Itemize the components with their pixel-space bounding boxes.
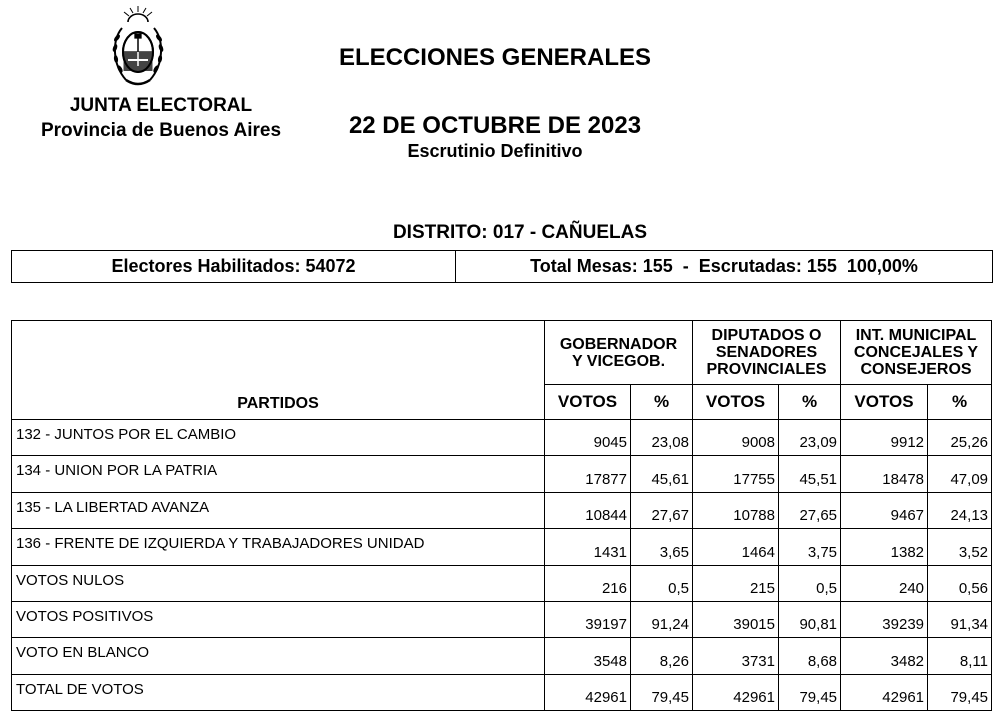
- gob-votes: 9045: [545, 420, 631, 456]
- group-header-line: CONSEJEROS: [860, 361, 972, 378]
- dip-votes: 42961: [693, 674, 779, 710]
- gob-votes: 17877: [545, 456, 631, 492]
- dip-votes: 1464: [693, 529, 779, 565]
- page-title: ELECCIONES GENERALES: [338, 44, 652, 71]
- dip-pct: 45,51: [779, 456, 841, 492]
- group-header-line: PROVINCIALES: [706, 361, 827, 378]
- dip-pct: 3,75: [779, 529, 841, 565]
- dip-votes: 3731: [693, 638, 779, 674]
- party-name: 136 - FRENTE DE IZQUIERDA Y TRABAJADORES UNIDAD: [12, 529, 545, 565]
- summary-box: [11, 250, 993, 283]
- table-row: [12, 492, 992, 528]
- gob-pct: 27,67: [631, 492, 693, 528]
- gob-votes: 1431: [545, 529, 631, 565]
- org-name: JUNTA ELECTORAL: [69, 95, 253, 116]
- table-row: [12, 601, 992, 637]
- party-name: VOTOS POSITIVOS: [12, 601, 545, 637]
- gob-pct: 0,5: [631, 565, 693, 601]
- group-header-line: Y VICEGOB.: [571, 352, 666, 370]
- dip-votes: 9008: [693, 420, 779, 456]
- group-header-line: INT. MUNICIPAL: [855, 327, 977, 344]
- dip-pct: 23,09: [779, 420, 841, 456]
- gob-pct: 91,24: [631, 601, 693, 637]
- party-name: TOTAL DE VOTOS: [12, 674, 545, 710]
- parties-header: PARTIDOS: [12, 321, 545, 420]
- mun-pct: 0,56: [928, 565, 992, 601]
- gob-pct: 45,61: [631, 456, 693, 492]
- pct-header: %: [928, 385, 992, 420]
- gob-votes: 216: [545, 565, 631, 601]
- votes-header: VOTOS: [841, 385, 928, 420]
- table-row: [12, 529, 992, 565]
- votes-header: VOTOS: [545, 385, 631, 420]
- mun-votes: 9912: [841, 420, 928, 456]
- gob-pct: 3,65: [631, 529, 693, 565]
- mun-votes: 1382: [841, 529, 928, 565]
- party-name: VOTO EN BLANCO: [12, 638, 545, 674]
- dip-pct: 90,81: [779, 601, 841, 637]
- dip-pct: 8,68: [779, 638, 841, 674]
- gob-votes: 3548: [545, 638, 631, 674]
- pct-header: %: [631, 385, 693, 420]
- gob-votes: 42961: [545, 674, 631, 710]
- mun-pct: 47,09: [928, 456, 992, 492]
- party-name: 134 - UNION POR LA PATRIA: [12, 456, 545, 492]
- org-province: Provincia de Buenos Aires: [40, 120, 282, 141]
- group-header-gobernador: [545, 321, 693, 385]
- dip-votes: 10788: [693, 492, 779, 528]
- table-row: [12, 420, 992, 456]
- mun-pct: 91,34: [928, 601, 992, 637]
- district-label: DISTRITO: 017 - CAÑUELAS: [392, 222, 648, 243]
- dip-votes: 39015: [693, 601, 779, 637]
- party-name: 132 - JUNTOS POR EL CAMBIO: [12, 420, 545, 456]
- party-name: VOTOS NULOS: [12, 565, 545, 601]
- votes-header: VOTOS: [693, 385, 779, 420]
- table-row: [12, 456, 992, 492]
- group-header-line: SENADORES: [715, 344, 818, 361]
- mesas-summary: Total Mesas: 155 - Escrutadas: 155 100,00%: [530, 256, 918, 276]
- electors-count: Electores Habilitados: 54072: [12, 251, 456, 282]
- table-row: [12, 638, 992, 674]
- gob-votes: 39197: [545, 601, 631, 637]
- dip-pct: 27,65: [779, 492, 841, 528]
- gob-pct: 8,26: [631, 638, 693, 674]
- mun-votes: 9467: [841, 492, 928, 528]
- mun-votes: 240: [841, 565, 928, 601]
- dip-pct: 0,5: [779, 565, 841, 601]
- group-header-diputados: [693, 321, 841, 385]
- mun-votes: 42961: [841, 674, 928, 710]
- pct-header: %: [779, 385, 841, 420]
- election-date: 22 DE OCTUBRE DE 2023: [348, 112, 642, 139]
- group-header-line: DIPUTADOS O: [711, 327, 822, 344]
- dip-pct: 79,45: [779, 674, 841, 710]
- mun-votes: 3482: [841, 638, 928, 674]
- group-header-municipal: [841, 321, 992, 385]
- group-header-line: GOBERNADOR: [559, 335, 678, 353]
- party-name: 135 - LA LIBERTAD AVANZA: [12, 492, 545, 528]
- dip-votes: 17755: [693, 456, 779, 492]
- group-header-line: CONCEJALES Y: [853, 344, 979, 361]
- mun-pct: 24,13: [928, 492, 992, 528]
- mun-pct: 25,26: [928, 420, 992, 456]
- mun-pct: 79,45: [928, 674, 992, 710]
- gob-votes: 10844: [545, 492, 631, 528]
- argentine-coat-of-arms-icon: [104, 4, 172, 92]
- gob-pct: 23,08: [631, 420, 693, 456]
- results-table: [11, 320, 992, 711]
- mun-pct: 8,11: [928, 638, 992, 674]
- mun-pct: 3,52: [928, 529, 992, 565]
- table-row: [12, 674, 992, 710]
- gob-pct: 79,45: [631, 674, 693, 710]
- dip-votes: 215: [693, 565, 779, 601]
- table-row: [12, 565, 992, 601]
- mun-votes: 18478: [841, 456, 928, 492]
- page-subtitle: Escrutinio Definitivo: [407, 141, 583, 161]
- mun-votes: 39239: [841, 601, 928, 637]
